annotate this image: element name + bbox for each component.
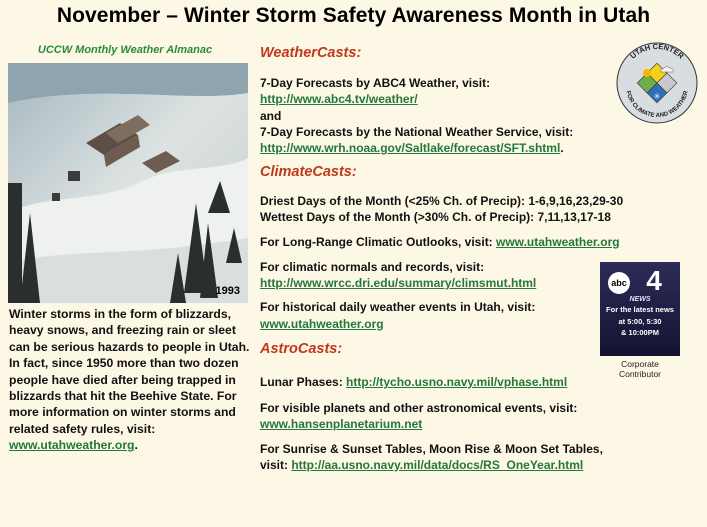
page-title: November – Winter Storm Safety Awareness Month in Utah [56, 4, 651, 27]
photo-year: 1993 [215, 285, 240, 297]
long-range-link[interactable]: www.utahweather.org [496, 235, 620, 249]
wettest-days-text: Wettest Days of the Month (>30% Ch. of Precip): 7,11,13,17-18 [260, 210, 611, 224]
corporate-contributor-caption [598, 359, 682, 379]
lunar-phases-link[interactable]: http://tycho.usno.navy.mil/vphase.html [346, 375, 568, 389]
and-text: and [260, 109, 282, 123]
historical-text: For historical daily weather events in Utah, visit: [260, 300, 536, 314]
sunrise-visit-text: visit: [260, 458, 292, 472]
abc-logo: abc [608, 272, 630, 294]
lunar-phases-text: Lunar Phases: [260, 375, 347, 389]
abc4-sponsor-ad[interactable] [600, 262, 680, 356]
weathercasts-heading: WeatherCasts: [260, 45, 362, 61]
planetarium-link[interactable]: www.hansenplanetarium.net [260, 417, 423, 431]
sponsor-line-2: at 5:00, 5:30 [618, 316, 662, 326]
paragraph-text: Winter storms in the form of blizzards, heavy snows, and freezing rain or sleet can be serious hazards to people in Utah. In fact, since 1950 more than two dozen people have died after being trapped in blizzards that hit the Beehive State. For more information on winter storms and related safety rules, visit: [9, 307, 250, 436]
logo-bottom-text: FOR CLIMATE AND WEATHER [624, 90, 690, 120]
snowflake-icon: ✳ [653, 92, 661, 101]
channel-number: 4 [646, 265, 662, 296]
abc4-weather-link[interactable]: http://www.abc4.tv/weather/ [260, 92, 418, 106]
utahweather-link[interactable]: www.utahweather.org [9, 438, 135, 453]
sunrise-table-link[interactable]: http://aa.usno.navy.mil/data/docs/RS_OneYear.html [291, 458, 584, 472]
climatecasts-heading: ClimateCasts: [260, 164, 357, 180]
nws-forecast-text: 7-Day Forecasts by the National Weather Service, visit: [260, 125, 574, 139]
logo-top-text: UTAH CENTER [628, 41, 686, 61]
historical-link[interactable]: www.utahweather.org [260, 317, 384, 331]
caption-line-2: Contributor [618, 369, 662, 379]
astrocasts-heading: AstroCasts: [260, 341, 343, 357]
climsmut-link[interactable]: http://www.wrcc.dri.edu/summary/climsmut.html [260, 276, 537, 290]
planets-text: For visible planets and other astronomical events, visit: [260, 401, 578, 415]
nws-forecast-link[interactable]: http://www.wrh.noaa.gov/Saltlake/forecast/SFT.shtml [260, 141, 561, 155]
winter-storm-paragraph [9, 306, 257, 454]
caption-line-1: Corporate [621, 359, 659, 369]
abc4-forecast-text: 7-Day Forecasts by ABC4 Weather, visit: [260, 76, 491, 90]
snowy-cabins-image [8, 63, 248, 303]
utah-center-logo [616, 36, 698, 130]
sponsor-line-3: & 10:00PM [621, 328, 659, 337]
normals-text: For climatic normals and records, visit: [260, 260, 485, 274]
news-label: NEWS [629, 296, 651, 303]
sunrise-text: For Sunrise & Sunset Tables, Moon Rise & Moon Set Tables, [260, 442, 603, 456]
long-range-text: For Long-Range Climatic Outlooks, visit: [260, 235, 497, 249]
snow-photo [8, 63, 248, 303]
paragraph-period: . [134, 438, 138, 453]
almanac-label: UCCW Monthly Weather Almanac [37, 44, 213, 56]
sponsor-line-1: For the latest news [606, 305, 674, 314]
driest-days-text: Driest Days of the Month (<25% Ch. of Precip): 1-6,9,16,23,29-30 [260, 194, 624, 208]
nws-period: . [560, 141, 564, 155]
sun-icon [643, 69, 651, 77]
